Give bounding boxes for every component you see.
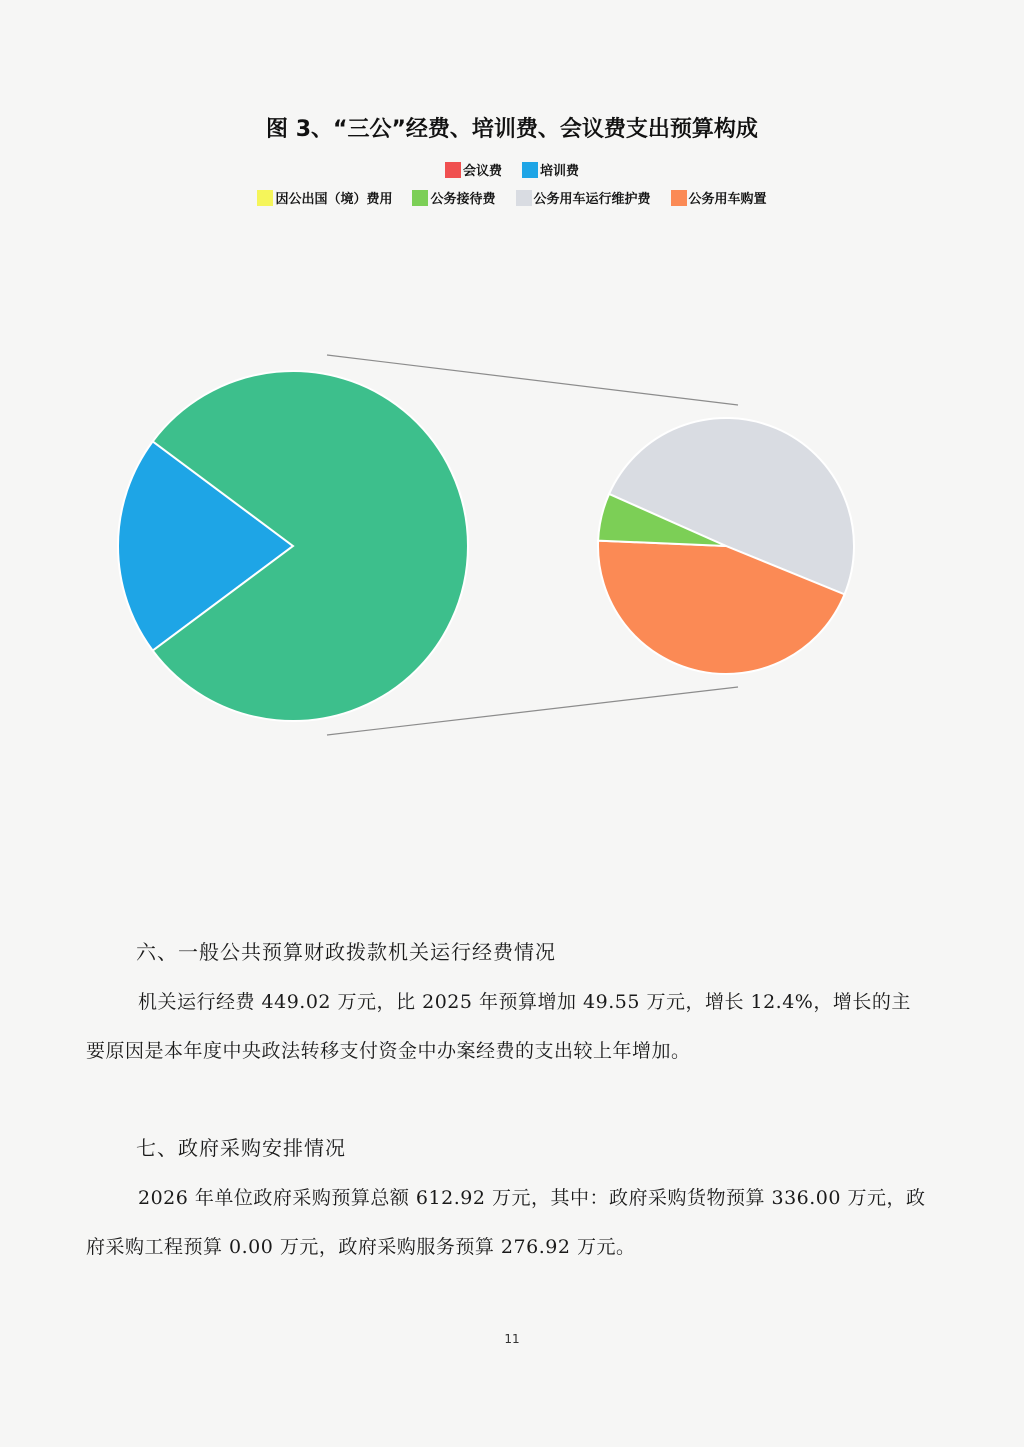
- legend-label-vehicle-purchase: 公务用车购置: [688, 192, 767, 207]
- page-number: 11: [504, 1332, 520, 1346]
- legend-label-reception: 公务接待费: [430, 192, 496, 207]
- legend-swatch-vehicle-purchase: [671, 190, 687, 206]
- legend-item-reception: [412, 188, 495, 207]
- legend-label-vehicle-operation: 公务用车运行维护费: [533, 192, 651, 207]
- legend-swatch-vehicle-operation: [516, 190, 532, 206]
- legend-label-overseas: 因公出国（境）费用: [275, 192, 393, 207]
- legend-label-meeting: 会议费: [462, 164, 502, 179]
- section-paragraph-operating-expenses: 机关运行经费 449.02 万元，比 2025 年预算增加 49.55 万元，增长 12.4%，增长的主要原因是本年度中央政法转移支付资金中办案经费的支出较上年增加。: [86, 991, 911, 1062]
- section-heading-operating-expenses: 六、一般公共预算财政拨款机关运行经费情况: [136, 940, 556, 964]
- legend-item-vehicle-purchase: [671, 188, 767, 207]
- legend-swatch-training: [522, 162, 538, 178]
- legend-item-training: [522, 160, 579, 179]
- legend-item-vehicle-operation: [516, 188, 651, 207]
- legend-item-meeting: [445, 160, 502, 179]
- legend-row-2: [0, 188, 1024, 207]
- section-heading-procurement: 七、政府采购安排情况: [136, 1136, 346, 1160]
- legend-item-overseas: [257, 188, 392, 207]
- chart-title: 图 3、“三公”经费、培训费、会议费支出预算构成: [266, 117, 758, 142]
- legend-swatch-reception: [412, 190, 428, 206]
- legend-row-1: [0, 160, 1024, 179]
- legend-label-training: 培训费: [540, 164, 580, 179]
- connector-line-1: [327, 687, 738, 735]
- pie-of-pie-chart: [0, 230, 1024, 790]
- connector-line-0: [327, 355, 738, 405]
- legend-swatch-overseas: [257, 190, 273, 206]
- legend-swatch-meeting: [445, 162, 461, 178]
- section-paragraph-procurement: 2026 年单位政府采购预算总额 612.92 万元，其中：政府采购货物预算 336.00 万元，政府采购工程预算 0.00 万元，政府采购服务预算 276.92 万元。: [86, 1187, 926, 1258]
